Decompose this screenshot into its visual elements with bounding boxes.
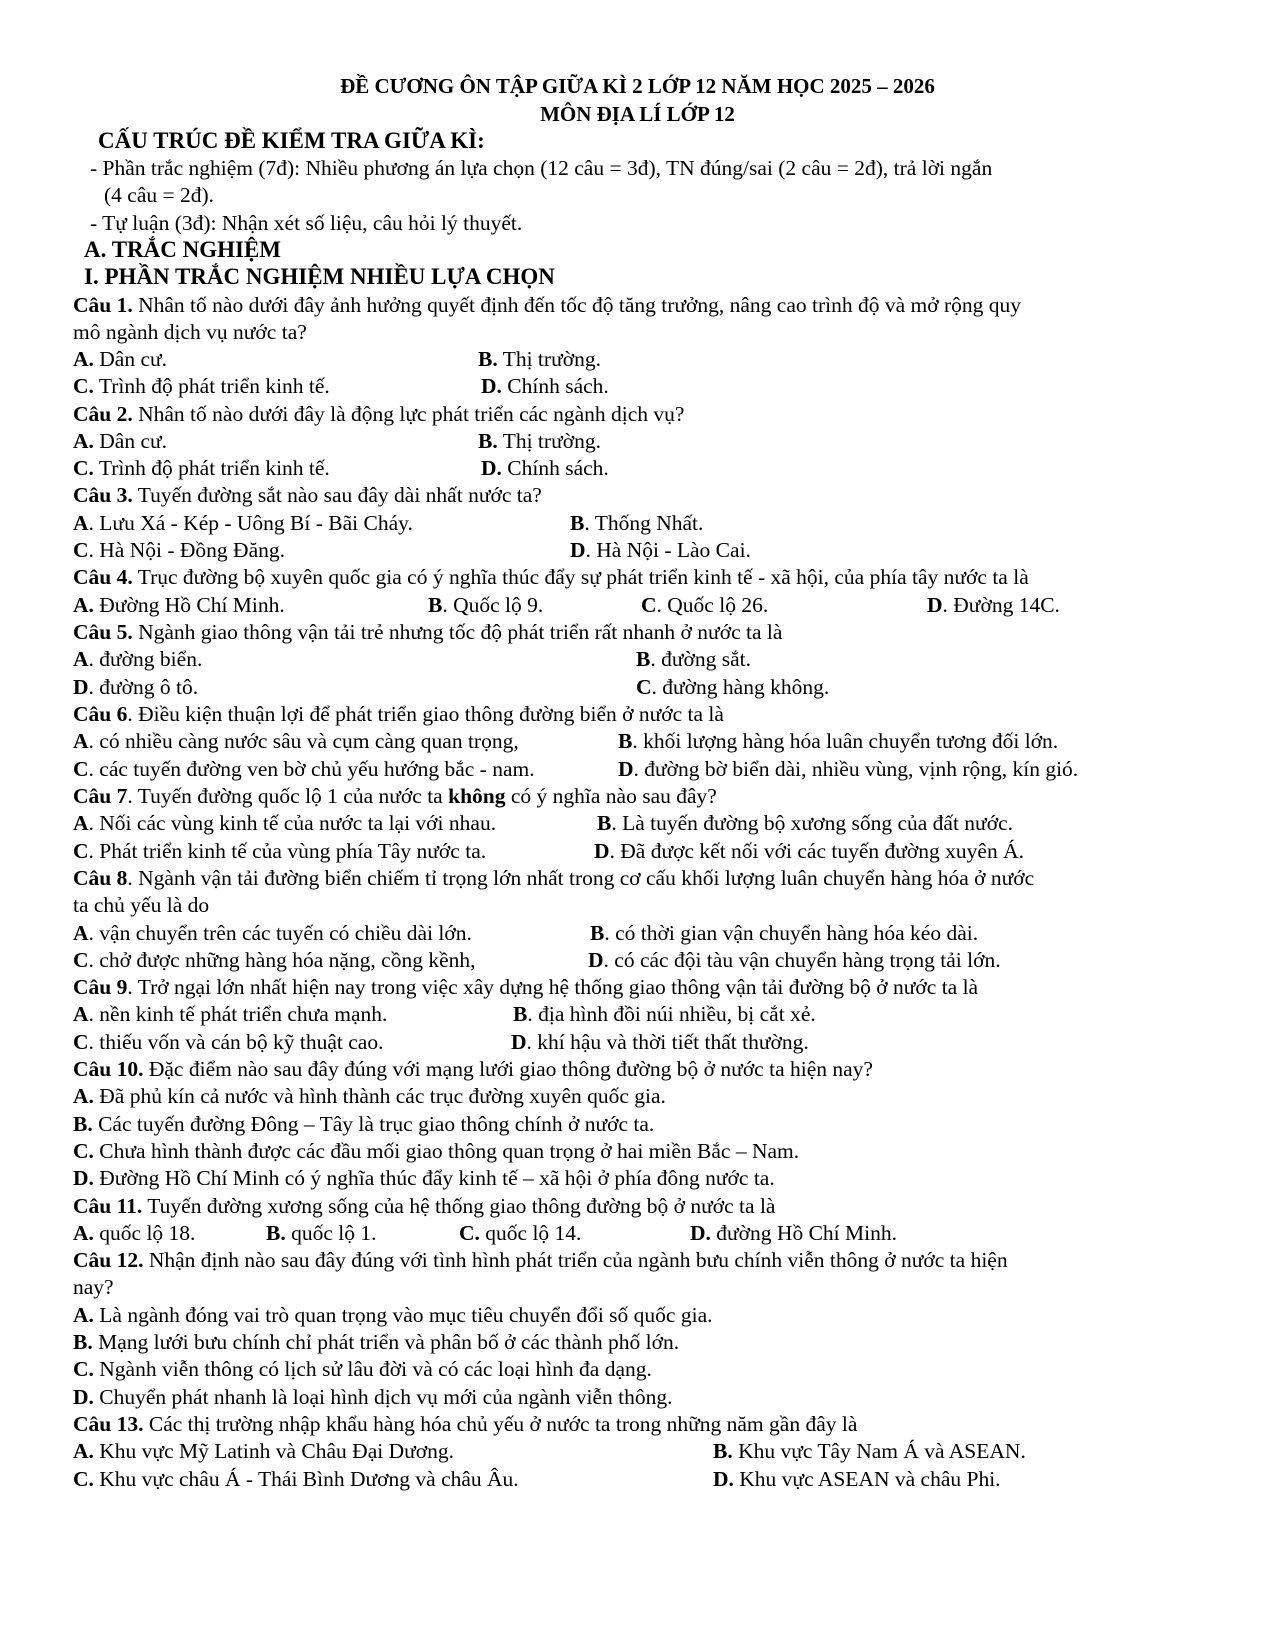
- q9-option-d: D. khí hậu và thời tiết thất thường.: [511, 1030, 809, 1054]
- q10-option-c: C. Chưa hình thành được các đầu mối giao thông quan trọng ở hai miền Bắc – Nam.: [73, 1139, 800, 1163]
- q11-option-a: A. quốc lộ 18.: [73, 1221, 196, 1245]
- q7-option-c: C. Phát triển kinh tế của vùng phía Tây nước ta.: [73, 839, 487, 863]
- q11-option-b: B. quốc lộ 1.: [266, 1221, 377, 1245]
- question-6: Câu 6. Điều kiện thuận lợi để phát triển giao thông đường biển ở nước ta là: [73, 702, 724, 726]
- question-4: Câu 4. Trục đường bộ xuyên quốc gia có ý nghĩa thúc đẩy sự phát triển kinh tế - xã hội, của phía tây nước ta là: [73, 565, 1029, 589]
- q4-option-b: B. Quốc lộ 9.: [428, 593, 544, 617]
- q1-option-d: D. Chính sách.: [481, 374, 609, 398]
- question-5: Câu 5. Ngành giao thông vận tải trẻ nhưng tốc độ phát triển rất nhanh ở nước ta là: [73, 620, 783, 644]
- q1-option-c: C. Trình độ phát triển kinh tế.: [73, 374, 330, 398]
- q4-option-d: D. Đường 14C.: [927, 593, 1060, 617]
- q11-option-c: C. quốc lộ 14.: [459, 1221, 582, 1245]
- q3-option-d: D. Hà Nội - Lào Cai.: [570, 538, 751, 562]
- q5-option-d: C. đường hàng không.: [636, 675, 830, 699]
- structure-line-1b: (4 câu = 2đ).: [104, 183, 215, 207]
- q5-option-b: B. đường sắt.: [636, 647, 751, 671]
- q6-option-b: B. khối lượng hàng hóa luân chuyển tương đối lớn.: [618, 729, 1059, 753]
- q3-option-c: C. Hà Nội - Đồng Đăng.: [73, 538, 285, 562]
- section-a-heading: A. TRẮC NGHIỆM: [84, 237, 282, 262]
- question-12: Câu 12. Nhận định nào sau đây đúng với tình hình phát triển của ngành bưu chính viễn thông ở nước ta hiện: [73, 1248, 1008, 1272]
- q6-option-a: A. có nhiều càng nước sâu và cụm càng quan trọng,: [73, 729, 519, 753]
- q7-option-a: A. Nối các vùng kinh tế của nước ta lại với nhau.: [73, 811, 497, 835]
- question-11: Câu 11. Tuyến đường xương sống của hệ thống giao thông đường bộ ở nước ta là: [73, 1194, 776, 1218]
- q3-option-b: B. Thống Nhất.: [570, 511, 704, 535]
- question-3: Câu 3. Tuyến đường sắt nào sau đây dài nhất nước ta?: [73, 483, 542, 507]
- q2-option-b: B. Thị trường.: [478, 429, 601, 453]
- q13-option-d: D. Khu vực ASEAN và châu Phi.: [713, 1467, 1001, 1491]
- doc-subtitle: MÔN ĐỊA LÍ LỚP 12: [540, 102, 735, 126]
- q12-option-c: C. Ngành viễn thông có lịch sử lâu đời và có các loại hình đa dạng.: [73, 1357, 652, 1381]
- q9-option-a: A. nền kinh tế phát triển chưa mạnh.: [73, 1002, 388, 1026]
- structure-heading: CẤU TRÚC ĐỀ KIỂM TRA GIỮA KÌ:: [98, 128, 485, 153]
- q12-option-b: B. Mạng lưới bưu chính chỉ phát triển và phân bố ở các thành phố lớn.: [73, 1330, 680, 1354]
- q8-option-b: B. có thời gian vận chuyển hàng hóa kéo dài.: [590, 921, 979, 945]
- q8-option-d: D. có các đội tàu vận chuyển hàng trọng tải lớn.: [588, 948, 1001, 972]
- structure-line-1: - Phần trắc nghiệm (7đ): Nhiều phương án lựa chọn (12 câu = 3đ), TN đúng/sai (2 câu = 2đ), trả lời ngắn: [90, 156, 993, 180]
- question-10: Câu 10. Đặc điểm nào sau đây đúng với mạng lưới giao thông đường bộ ở nước ta hiện nay?: [73, 1057, 873, 1081]
- q10-option-a: A. Đã phủ kín cả nước và hình thành các trục đường xuyên quốc gia.: [73, 1084, 666, 1108]
- q4-option-a: A. Đường Hồ Chí Minh.: [73, 593, 285, 617]
- q12-option-a: A. Là ngành đóng vai trò quan trọng vào mục tiêu chuyển đổi số quốc gia.: [73, 1303, 713, 1327]
- question-1: Câu 1. Nhân tố nào dưới đây ảnh hưởng quyết định đến tốc độ tăng trưởng, nâng cao trình độ và mở rộng quy: [73, 293, 1022, 317]
- q4-option-c: C. Quốc lộ 26.: [641, 593, 769, 617]
- q13-option-a: A. Khu vực Mỹ Latinh và Châu Đại Dương.: [73, 1439, 455, 1463]
- q12-option-d: D. Chuyển phát nhanh là loại hình dịch vụ mới của ngành viễn thông.: [73, 1385, 673, 1409]
- question-13: Câu 13. Các thị trường nhập khẩu hàng hóa chủ yếu ở nước ta trong những năm gần đây là: [73, 1412, 858, 1436]
- q9-option-c: C. thiếu vốn và cán bộ kỹ thuật cao.: [73, 1030, 384, 1054]
- q7-option-d: D. Đã được kết nối với các tuyến đường xuyên Á.: [594, 839, 1024, 863]
- question-2: Câu 2. Nhân tố nào dưới đây là động lực phát triển các ngành dịch vụ?: [73, 402, 685, 426]
- q5-option-a: A. đường biển.: [73, 647, 203, 671]
- structure-line-2: - Tự luận (3đ): Nhận xét số liệu, câu hỏi lý thuyết.: [90, 211, 523, 235]
- q1-option-b: B. Thị trường.: [478, 347, 601, 371]
- question-12-cont: nay?: [73, 1275, 114, 1299]
- q6-option-c: C. các tuyến đường ven bờ chủ yếu hướng bắc - nam.: [73, 757, 535, 781]
- q9-option-b: B. địa hình đồi núi nhiều, bị cắt xẻ.: [513, 1002, 816, 1026]
- q2-option-a: A. Dân cư.: [73, 429, 168, 453]
- doc-title: ĐỀ CƯƠNG ÔN TẬP GIỮA KÌ 2 LỚP 12 NĂM HỌC 2025 – 2026: [340, 74, 935, 98]
- q3-option-a: A. Lưu Xá - Kép - Uông Bí - Bãi Cháy.: [73, 511, 413, 535]
- q5-option-c: D. đường ô tô.: [73, 675, 199, 699]
- q10-option-d: D. Đường Hồ Chí Minh có ý nghĩa thúc đẩy kinh tế – xã hội ở phía đông nước ta.: [73, 1166, 775, 1190]
- q13-option-c: C. Khu vực châu Á - Thái Bình Dương và châu Âu.: [73, 1467, 519, 1491]
- q1-option-a: A. Dân cư.: [73, 347, 168, 371]
- q13-option-b: B. Khu vực Tây Nam Á và ASEAN.: [713, 1439, 1026, 1463]
- q8-option-c: C. chở được những hàng hóa nặng, cồng kềnh,: [73, 948, 476, 972]
- q11-option-d: D. đường Hồ Chí Minh.: [690, 1221, 897, 1245]
- q7-option-b: B. Là tuyến đường bộ xương sống của đất nước.: [597, 811, 1013, 835]
- q10-option-b: B. Các tuyến đường Đông – Tây là trục giao thông chính ở nước ta.: [73, 1112, 655, 1136]
- q6-option-d: D. đường bờ biển dài, nhiều vùng, vịnh rộng, kín gió.: [618, 757, 1079, 781]
- question-1-cont: mô ngành dịch vụ nước ta?: [73, 320, 307, 344]
- q8-option-a: A. vận chuyển trên các tuyến có chiều dài lớn.: [73, 921, 472, 945]
- question-8: Câu 8. Ngành vận tải đường biển chiếm tỉ trọng lớn nhất trong cơ cấu khối lượng luân chuyển hàng hóa ở nước: [73, 866, 1035, 890]
- question-7: Câu 7. Tuyến đường quốc lộ 1 của nước ta không có ý nghĩa nào sau đây?: [73, 784, 717, 808]
- q2-option-d: D. Chính sách.: [481, 456, 609, 480]
- q2-option-c: C. Trình độ phát triển kinh tế.: [73, 456, 330, 480]
- section-i-heading: I. PHẦN TRẮC NGHIỆM NHIỀU LỰA CHỌN: [84, 264, 555, 289]
- question-8-cont: ta chủ yếu là do: [73, 893, 210, 917]
- question-9: Câu 9. Trở ngại lớn nhất hiện nay trong việc xây dựng hệ thống giao thông vận tải đường bộ ở nước ta là: [73, 975, 979, 999]
